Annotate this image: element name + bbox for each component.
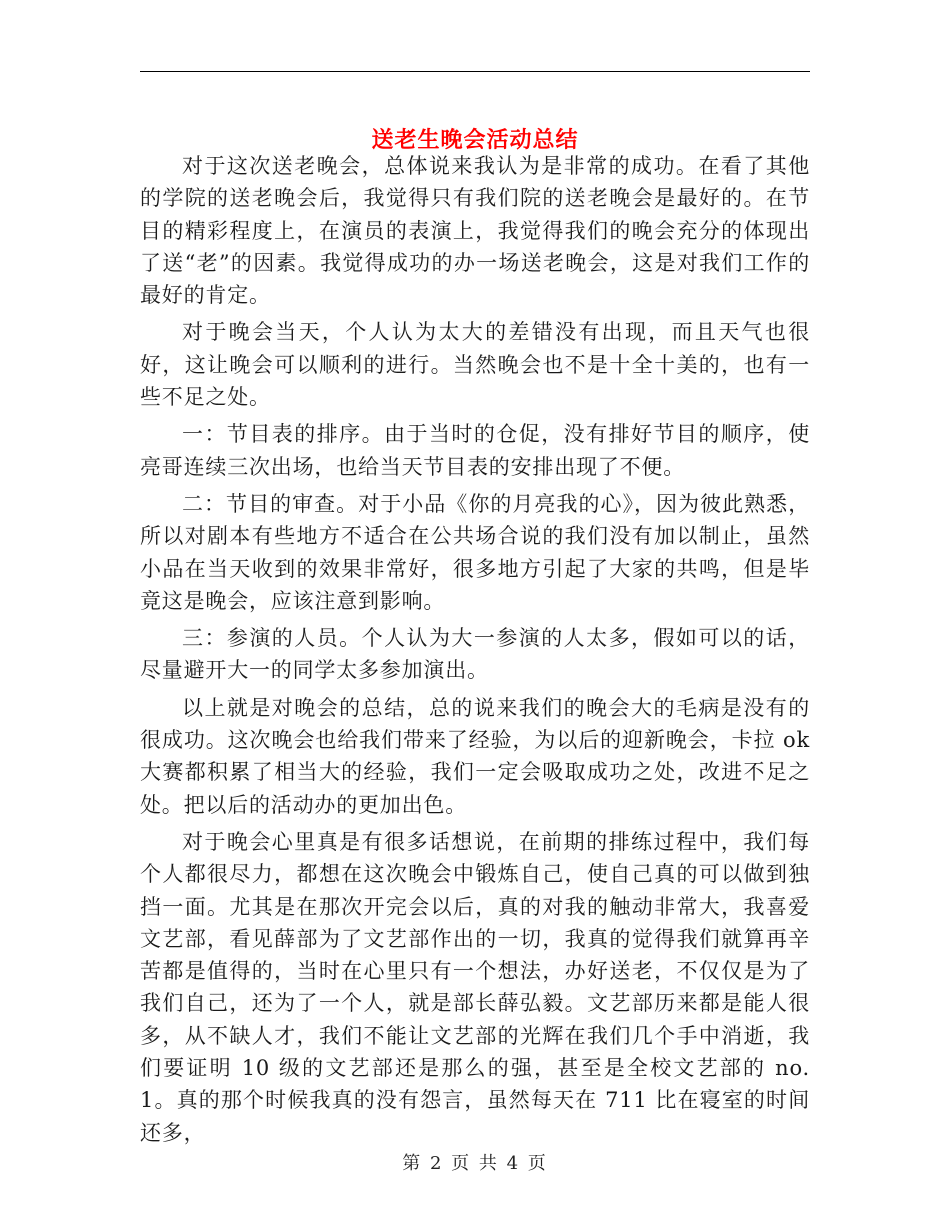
- document-title: 送老生晚会活动总结: [371, 127, 579, 153]
- paragraph: 对于晚会心里真是有很多话想说，在前期的排练过程中，我们每个人都很尽力，都想在这次晚会中锻炼自己，使自己真的可以做到独挡一面。尤其是在那次开完会以后，真的对我的触动非常大，我喜爱文艺部，看见薛部为了文艺部作出的一切，我真的觉得我们就算再辛苦都是值得的，当时在心里只有一个想法，办好送老，不仅仅是为了我们自己，还为了一个人，就是部长薛弘毅。文艺部历来都是能人很多，从不缺人才，我们不能让文艺部的光辉在我们几个手中消逝，我们要证明 10 级的文艺部还是那么的强，甚至是全校文艺部的 no. 1。真的那个时候我真的没有怨言，虽然每天在 711 比在寝室的时间还多，: [140, 829, 810, 1145]
- paragraph: 二：节目的审查。对于小品《你的月亮我的心》，因为彼此熟悉，所以对剧本有些地方不适合在公共场合说的我们没有加以制止，虽然小品在当天收到的效果非常好，很多地方引起了大家的共鸣，但是毕竟这是晚会，应该注意到影响。: [140, 491, 810, 613]
- paragraph: 对于晚会当天，个人认为太大的差错没有出现，而且天气也很好，这让晚会可以顺利的进行。当然晚会也不是十全十美的，也有一些不足之处。: [140, 320, 810, 410]
- paragraph: 以上就是对晚会的总结，总的说来我们的晚会大的毛病是没有的很成功。这次晚会也给我们带来了经验，为以后的迎新晚会，卡拉 ok 大赛都积累了相当大的经验，我们一定会吸取成功之处，改进不足之处。把以后的活动办的更加出色。: [140, 695, 810, 817]
- paragraph: 对于这次送老晚会，总体说来我认为是非常的成功。在看了其他的学院的送老晚会后，我觉得只有我们院的送老晚会是最好的。在节目的精彩程度上，在演员的表演上，我觉得我们的晚会充分的体现出了送“老”的因素。我觉得成功的办一场送老晚会，这是对我们工作的最好的肯定。: [140, 154, 810, 308]
- document-body: [140, 150, 810, 1149]
- page-number: 第 2 页 共 4 页: [402, 1153, 548, 1174]
- paragraph: 三：参演的人员。个人认为大一参演的人太多，假如可以的话，尽量避开大一的同学太多参加演出。: [140, 626, 810, 683]
- header-rule: [140, 71, 810, 72]
- paragraph: 一：节目表的排序。由于当时的仓促，没有排好节目的顺序，使亮哥连续三次出场，也给当天节目表的安排出现了不便。: [140, 422, 810, 479]
